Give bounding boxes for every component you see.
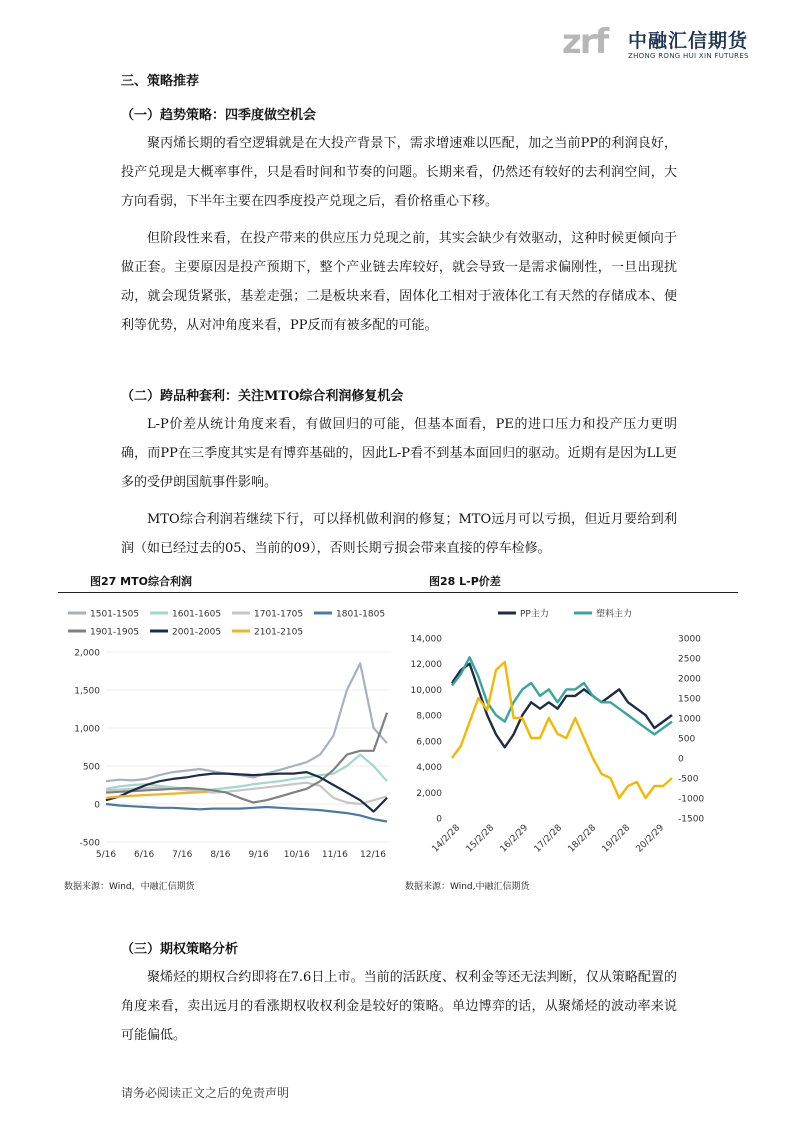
y-tick-label: -500 <box>79 838 100 849</box>
series-line-价差 <box>452 662 672 798</box>
y-left-tick-label: 10,000 <box>410 685 442 696</box>
disclaimer-footer: 请务必阅读正文之后的免责声明 <box>121 1086 290 1100</box>
subsection-1-paragraph-2: 但阶段性来看，在投产带来的供应压力兑现之前，其实会缺少有效驱动，这种时候更倾向于做正套。主要原因是投产预期下，整个产业链去库较好，就会导致一是需求偏刚性，一旦出现扰动，就会现货紧张，基差走强；二是板块来看，固体化工相对于液体化工有天然的存储成本、便利等优势，从对冲角度来看，PP反而有被多配的可能。 <box>121 231 677 333</box>
y-tick-label: 2,000 <box>74 648 100 659</box>
legend-label-PP主力: PP主力 <box>520 609 549 620</box>
section-title: 三、策略推荐 <box>121 74 200 89</box>
x-tick-label: 14/2/28 <box>430 823 463 855</box>
subsection-2-paragraph-1: L-P价差从统计角度来看，有做回归的可能，但基本面看，PE的进口压力和投产压力更明确，而PP在三季度其实是有博弈基础的，因此L-P看不到基本面回归的驱动。近期有是因为LL更多的受伊朗国航事件影响。 <box>121 417 677 490</box>
y-right-tick-label: -500 <box>678 774 699 785</box>
subsection-2-title: （二）跨品种套利：关注MTO综合利润修复机会 <box>121 389 404 404</box>
y-right-tick-label: 1000 <box>678 714 701 725</box>
x-tick-label: 6/16 <box>134 850 155 860</box>
y-left-tick-label: 14,000 <box>410 634 442 645</box>
chart-mto-profit <box>58 596 398 866</box>
subsection-3-paragraph-1: 聚烯烃的期权合约即将在7.6日上市。当前的活跃度、权利金等还无法判断，仅从策略配置的角度来看，卖出远月的看涨期权收权利金是较好的策略。单边博弈的话，从聚烯烃的波动率来说可能偏低。 <box>121 970 677 1043</box>
legend-label-1801-1805: 1801-1805 <box>336 609 386 620</box>
x-tick-label: 8/16 <box>210 850 231 860</box>
y-right-tick-label: 500 <box>678 734 696 745</box>
series-line-塑料主力 <box>452 657 672 734</box>
x-tick-label: 10/16 <box>283 850 310 860</box>
y-right-tick-label: 2500 <box>678 654 701 665</box>
logo-mark: zrf <box>562 22 608 62</box>
y-tick-label: 1,500 <box>74 686 100 697</box>
figure-divider <box>58 592 738 593</box>
x-tick-label: 17/2/28 <box>532 823 565 855</box>
y-left-tick-label: 2,000 <box>416 788 442 799</box>
y-right-tick-label: 3000 <box>678 634 701 645</box>
y-left-tick-label: 12,000 <box>410 660 442 671</box>
company-name-en: ZHONG RONG HUI XIN FUTURES <box>628 52 749 60</box>
y-left-tick-label: 6,000 <box>416 737 442 748</box>
chart-l-p-spread <box>400 596 740 866</box>
series-line-1501-1505 <box>106 663 387 781</box>
subsection-3-title: （三）期权策略分析 <box>121 942 239 957</box>
legend-label-1501-1505: 1501-1505 <box>90 609 140 620</box>
y-left-tick-label: 4,000 <box>416 763 442 774</box>
y-right-tick-label: -1000 <box>678 794 705 805</box>
figure-27-source: 数据来源：Wind，中融汇信期货 <box>64 882 195 892</box>
subsection-1-title: （一）趋势策略：四季度做空机会 <box>121 108 317 123</box>
y-tick-label: 0 <box>94 800 100 811</box>
y-right-tick-label: -1500 <box>678 814 705 825</box>
y-left-tick-label: 8,000 <box>416 711 442 722</box>
y-tick-label: 500 <box>82 762 100 773</box>
figure-28-title: 图28 L-P价差 <box>429 575 501 588</box>
y-right-tick-label: 2000 <box>678 674 701 685</box>
legend-label-塑料主力: 塑料主力 <box>596 609 633 620</box>
figure-27-title: 图27 MTO综合利润 <box>90 575 192 588</box>
x-tick-label: 18/2/28 <box>566 823 599 855</box>
company-name-cn: 中融汇信期货 <box>628 30 749 52</box>
legend-label-2001-2005: 2001-2005 <box>172 627 222 638</box>
company-logo <box>560 22 760 68</box>
x-tick-label: 15/2/28 <box>464 823 497 855</box>
legend-label-1601-1605: 1601-1605 <box>172 609 222 620</box>
x-tick-label: 12/16 <box>360 850 386 860</box>
x-tick-label: 20/2/29 <box>634 823 667 855</box>
figure-28-source: 数据来源：Wind,中融汇信期货 <box>405 882 530 892</box>
y-tick-label: 1,000 <box>74 724 100 735</box>
series-line-1801-1805 <box>106 804 387 822</box>
legend-label-1701-1705: 1701-1705 <box>254 609 304 620</box>
y-right-tick-label: 1500 <box>678 694 701 705</box>
x-tick-label: 16/2/29 <box>498 823 531 855</box>
legend-label-2101-2105: 2101-2105 <box>254 627 304 638</box>
x-tick-label: 5/16 <box>95 850 117 860</box>
legend-label-1901-1905: 1901-1905 <box>90 627 140 638</box>
y-right-tick-label: 0 <box>678 754 684 765</box>
x-tick-label: 11/16 <box>321 850 348 860</box>
x-tick-label: 19/2/28 <box>600 823 633 855</box>
x-tick-label: 7/16 <box>172 850 193 860</box>
y-left-tick-label: 0 <box>436 814 442 825</box>
subsection-1-paragraph-1: 聚丙烯长期的看空逻辑就是在大投产背景下，需求增速难以匹配，加之当前PP的利润良好，投产兑现是大概率事件，只是看时间和节奏的问题。长期来看，仍然还有较好的去利润空间，大方向看弱，下半年主要在四季度投产兑现之后，看价格重心下移。 <box>121 136 677 209</box>
x-tick-label: 9/16 <box>248 850 269 860</box>
subsection-2-paragraph-2: MTO综合利润若继续下行，可以择机做利润的修复；MTO远月可以亏损，但近月要给到利润（如已经过去的05、当前的09），否则长期亏损会带来直接的停车检修。 <box>121 512 677 556</box>
